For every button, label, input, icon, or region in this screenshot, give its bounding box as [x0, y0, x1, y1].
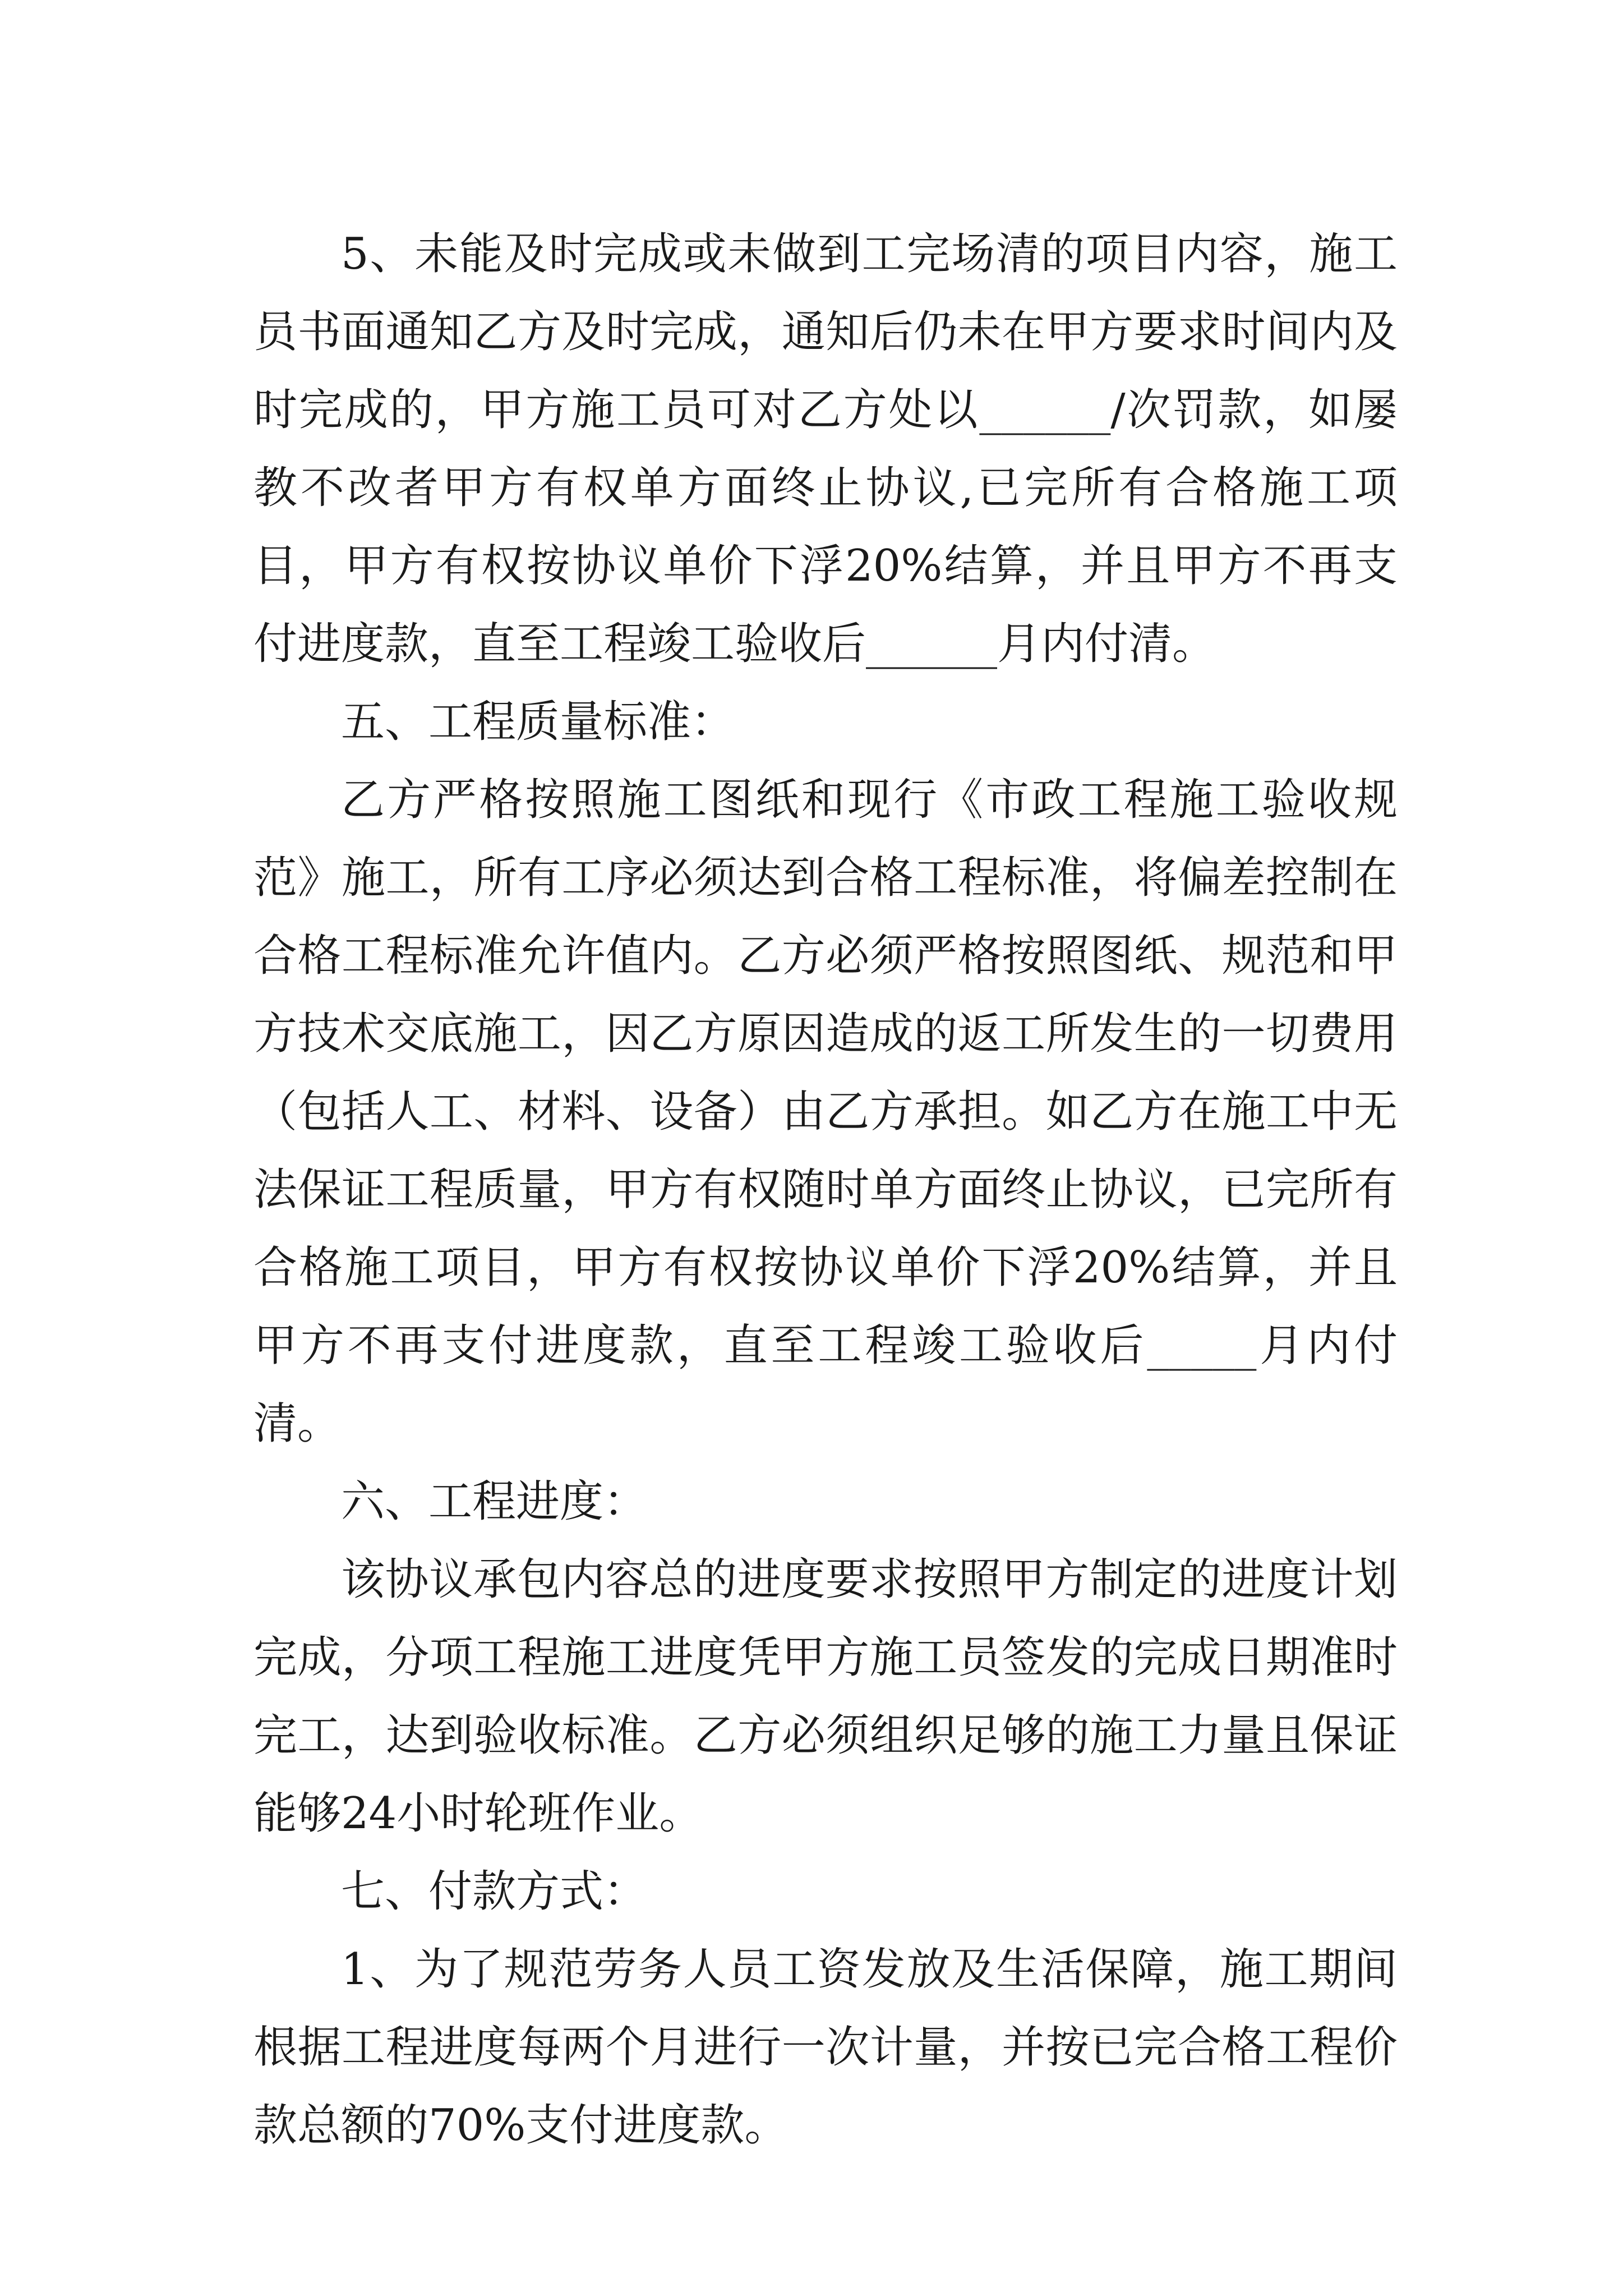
clause-4-5-paragraph: 5、未能及时完成或未做到工完场清的项目内容，施工员书面通知乙方及时完成，通知后仍未在甲方要求时间内及时完成的，甲方施工员可对乙方处以______/次罚款，如屡教不改者甲方有权单方面终止协议,已完所有合格施工项目，甲方有权按协议单价下浮20%结算，并且甲方不再支付进度款，直至工程竣工验收后______月内付清。 [253, 229, 1398, 669]
clause-7-1-paragraph: 1、为了规范劳务人员工资发放及生活保障，施工期间根据工程进度每两个月进行一次计量，并按已完合格工程价款总额的70%支付进度款。 [253, 1944, 1398, 2151]
section-7-heading: 七、付款方式： [341, 1866, 648, 1917]
section-6-paragraph: 该协议承包内容总的进度要求按照甲方制定的进度计划完成，分项工程施工进度凭甲方施工员签发的完成日期准时完工，达到验收标准。乙方必须组织足够的施工力量且保证能够24小时轮班作业。 [253, 1554, 1398, 1839]
section-5-paragraph: 乙方严格按照施工图纸和现行《市政工程施工验收规范》施工，所有工序必须达到合格工程标准，将偏差控制在合格工程标准允许值内。乙方必须严格按照图纸、规范和甲方技术交底施工，因乙方原因造成的返工所发生的一切费用（包括人工、材料、设备）由乙方承担。如乙方在施工中无法保证工程质量，甲方有权随时单方面终止协议，已完所有合格施工项目，甲方有权按协议单价下浮20%结算，并且甲方不再支付进度款，直至工程竣工验收后_____月内付清。 [253, 775, 1398, 1449]
section-5-heading: 五、工程质量标准： [341, 697, 735, 747]
section-6-heading: 六、工程进度： [341, 1476, 648, 1527]
document-body [253, 215, 1398, 2165]
